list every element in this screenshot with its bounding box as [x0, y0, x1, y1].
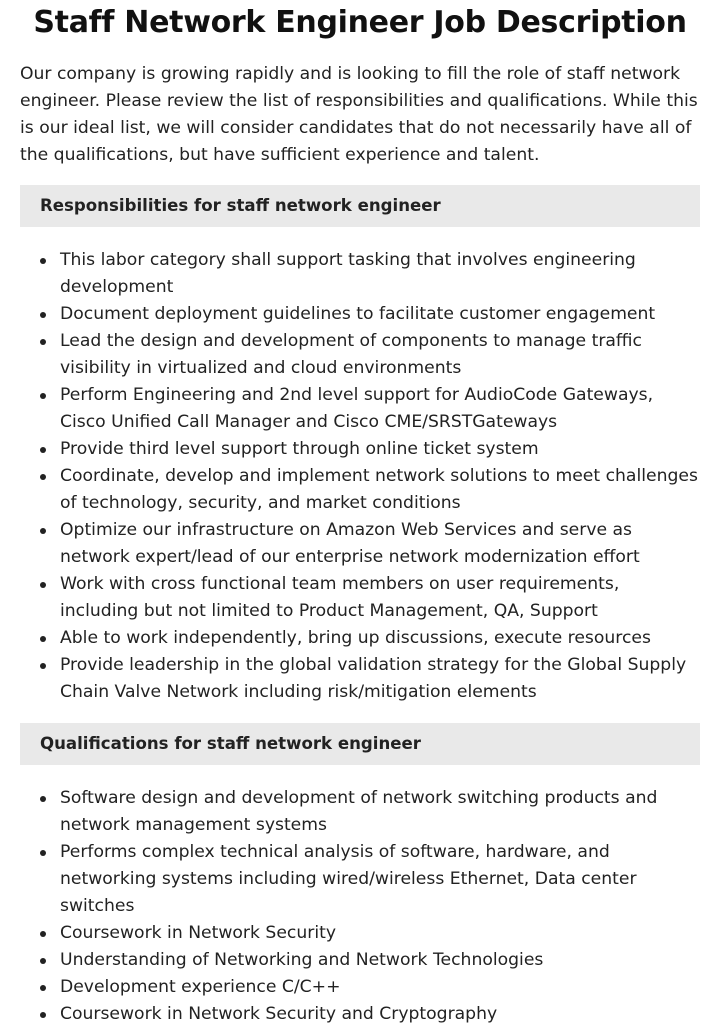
list-item-text: Perform Engineering and 2nd level support for AudioCode Gateways, Cisco Unified Call Manager and Cisco CME/SRSTGateways	[60, 385, 654, 432]
bullet-icon	[40, 258, 46, 264]
list-item-text: Document deployment guidelines to facilitate customer engagement	[60, 304, 656, 324]
qualifications-heading: Qualifications for staff network engineer	[20, 723, 700, 765]
list-item	[20, 652, 700, 706]
list-item-text: Development experience C/C++	[60, 977, 341, 997]
list-item	[20, 382, 700, 436]
list-item-text: Optimize our infrastructure on Amazon Web Services and serve as network expert/lead of our enterprise network modernization effort	[60, 520, 640, 567]
list-item	[20, 625, 700, 652]
list-item-text: Performs complex technical analysis of software, hardware, and networking systems including wired/wireless Ethernet, Data center switches	[60, 842, 637, 916]
responsibilities-section	[20, 185, 700, 706]
list-item-text: Coursework in Network Security	[60, 923, 336, 943]
list-item	[20, 1001, 700, 1028]
list-item	[20, 247, 700, 301]
bullet-icon	[40, 636, 46, 642]
list-item-text: Understanding of Networking and Network Technologies	[60, 950, 544, 970]
bullet-icon	[40, 663, 46, 669]
list-item-text: Provide third level support through online ticket system	[60, 439, 539, 459]
list-item-text: Provide leadership in the global validation strategy for the Global Supply Chain Valve Network including risk/mitigation elements	[60, 655, 687, 702]
list-item-text: Lead the design and development of components to manage traffic visibility in virtualized and cloud environments	[60, 331, 642, 378]
list-item-text: This labor category shall support tasking that involves engineering development	[60, 250, 636, 297]
list-item	[20, 517, 700, 571]
bullet-icon	[40, 958, 46, 964]
list-item	[20, 571, 700, 625]
list-item	[20, 301, 700, 328]
list-item	[20, 974, 700, 1001]
bullet-icon	[40, 985, 46, 991]
qualifications-list	[20, 785, 700, 1028]
bullet-icon	[40, 312, 46, 318]
list-item	[20, 785, 700, 839]
list-item	[20, 328, 700, 382]
list-item	[20, 947, 700, 974]
intro-paragraph: Our company is growing rapidly and is looking to fill the role of staff network engineer. Please review the list of responsibilities and qualifications. While this is our ideal list, we will consider candidates that do not necessarily have all of the qualifications, but have sufficient experience and talent.	[20, 64, 698, 165]
list-item-text: Coursework in Network Security and Cryptography	[60, 1004, 498, 1024]
list-item	[20, 839, 700, 920]
list-item	[20, 463, 700, 517]
bullet-icon	[40, 1012, 46, 1018]
bullet-icon	[40, 582, 46, 588]
responsibilities-heading: Responsibilities for staff network engineer	[20, 185, 700, 227]
list-item-text: Coordinate, develop and implement network solutions to meet challenges of technology, security, and market conditions	[60, 466, 698, 513]
bullet-icon	[40, 528, 46, 534]
bullet-icon	[40, 931, 46, 937]
list-item	[20, 436, 700, 463]
bullet-icon	[40, 393, 46, 399]
bullet-icon	[40, 447, 46, 453]
list-item-text: Software design and development of network switching products and network management systems	[60, 788, 658, 835]
list-item-text: Able to work independently, bring up discussions, execute resources	[60, 628, 651, 648]
bullet-icon	[40, 796, 46, 802]
bullet-icon	[40, 850, 46, 856]
list-item	[20, 920, 700, 947]
bullet-icon	[40, 474, 46, 480]
qualifications-section	[20, 723, 700, 1028]
bullet-icon	[40, 339, 46, 345]
page-title: Staff Network Engineer Job Description	[33, 5, 687, 40]
list-item-text: Work with cross functional team members on user requirements, including but not limited to Product Management, QA, Support	[60, 574, 620, 621]
responsibilities-list	[20, 247, 700, 706]
